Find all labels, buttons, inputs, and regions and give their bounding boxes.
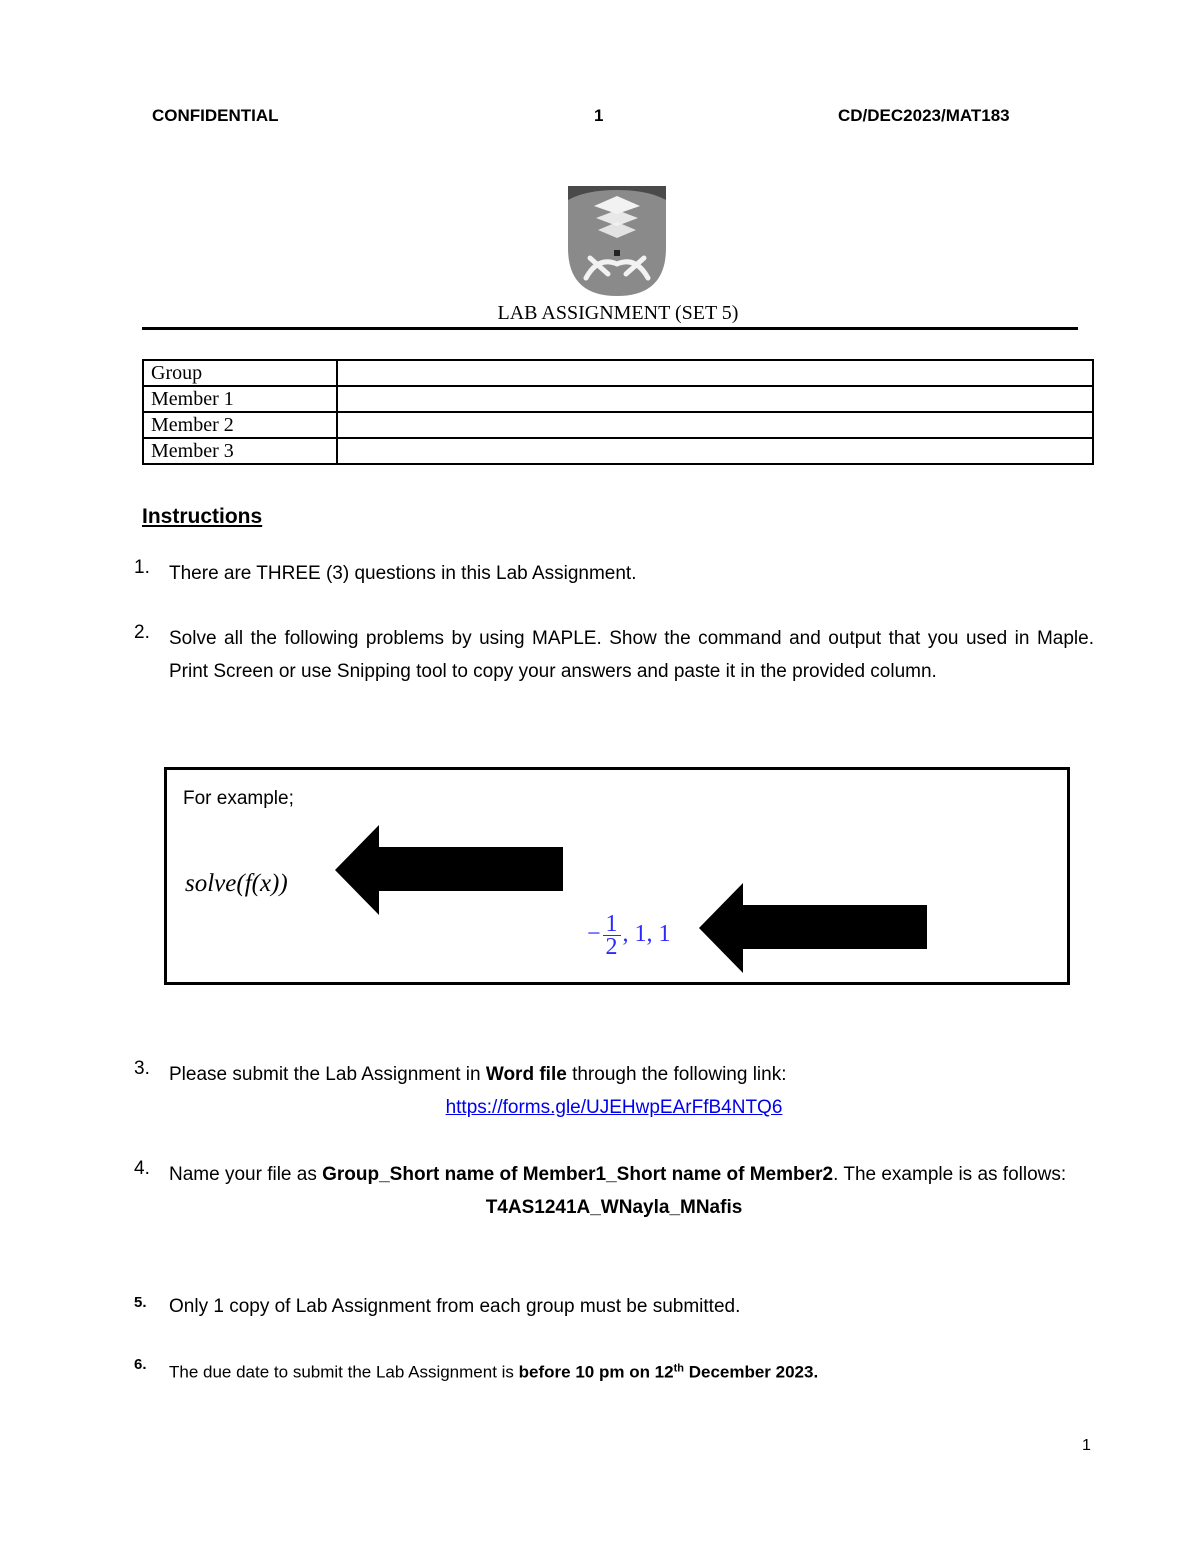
maple-output <box>587 913 671 958</box>
row-label-member-3: Member 3 <box>143 438 337 464</box>
instruction-item-6 <box>134 1352 1094 1389</box>
row-label-member-2: Member 2 <box>143 412 337 438</box>
group-field[interactable] <box>337 360 1093 386</box>
item-text-part: . The example is as follows: <box>833 1164 1067 1185</box>
item-text-bold: December 2023. <box>683 1362 819 1382</box>
item-number: 3. <box>134 1058 150 1079</box>
item-text <box>169 1058 1094 1124</box>
member-table <box>142 359 1094 465</box>
example-file-name: T4AS1241A_WNayla_MNafis <box>485 1197 743 1218</box>
item-number: 1. <box>134 557 150 578</box>
example-label: For example; <box>183 788 294 809</box>
result-fraction <box>603 913 621 958</box>
item-text-part: The due date to submit the Lab Assignment is <box>169 1362 519 1382</box>
item-text: Solve all the following problems by using MAPLE. Show the command and output that you used in Maple. Print Screen or use Snipping tool to copy your answers and paste it in the provided column. <box>169 628 1094 682</box>
result-rest: , 1, 1 <box>622 921 671 948</box>
university-crest-icon <box>568 186 666 296</box>
header-confidential: CONFIDENTIAL <box>152 106 279 125</box>
table-row <box>143 438 1093 464</box>
arrow-left-icon <box>335 825 563 915</box>
member-3-field[interactable] <box>337 438 1093 464</box>
item-text-part: Name your file as <box>169 1164 323 1185</box>
item-number: 6. <box>134 1356 147 1373</box>
result-denominator: 2 <box>605 934 618 960</box>
member-1-field[interactable] <box>337 386 1093 412</box>
table-row <box>143 412 1093 438</box>
item-number: 5. <box>134 1294 147 1311</box>
row-label-group: Group <box>143 360 337 386</box>
table-row <box>143 360 1093 386</box>
item-text-part: through the following link: <box>566 1064 787 1085</box>
instruction-item-4 <box>134 1158 1094 1224</box>
item-text: There are THREE (3) questions in this Lab Assignment. <box>169 563 637 584</box>
example-box <box>164 767 1070 985</box>
instruction-item-1 <box>134 557 1094 590</box>
item-number: 4. <box>134 1158 150 1179</box>
submission-link[interactable]: https://forms.gle/UJEHwpEArFfB4NTQ6 <box>445 1097 783 1118</box>
member-2-field[interactable] <box>337 412 1093 438</box>
arrow-left-icon <box>699 883 927 973</box>
instruction-item-5 <box>134 1290 1094 1323</box>
result-numerator: 1 <box>603 913 621 936</box>
item-text <box>169 1158 1094 1224</box>
item-text-bold: before 10 pm on 12 <box>518 1362 674 1382</box>
maple-command: solve(f(x)) <box>185 870 288 897</box>
instructions-heading: Instructions <box>142 505 263 528</box>
header-course-code: CD/DEC2023/MAT183 <box>838 106 1010 125</box>
footer-page-number: 1 <box>1082 1437 1091 1454</box>
title-divider <box>142 327 1078 330</box>
item-text <box>169 1352 1094 1389</box>
item-text-sup: th <box>673 1362 684 1374</box>
item-text: Only 1 copy of Lab Assignment from each group must be submitted. <box>169 1296 741 1317</box>
instruction-item-3 <box>134 1058 1094 1124</box>
instruction-item-2 <box>134 622 1094 688</box>
item-number: 2. <box>134 622 150 643</box>
item-text-part: Please submit the Lab Assignment in <box>169 1064 486 1085</box>
table-row <box>143 386 1093 412</box>
item-text-bold: Group_Short name of Member1_Short name of Member2 <box>322 1164 834 1185</box>
item-text-bold: Word file <box>485 1064 567 1085</box>
result-sign: − <box>587 921 601 948</box>
document-title: LAB ASSIGNMENT (SET 5) <box>497 302 739 324</box>
row-label-member-1: Member 1 <box>143 386 337 412</box>
header-page-number: 1 <box>594 106 604 125</box>
